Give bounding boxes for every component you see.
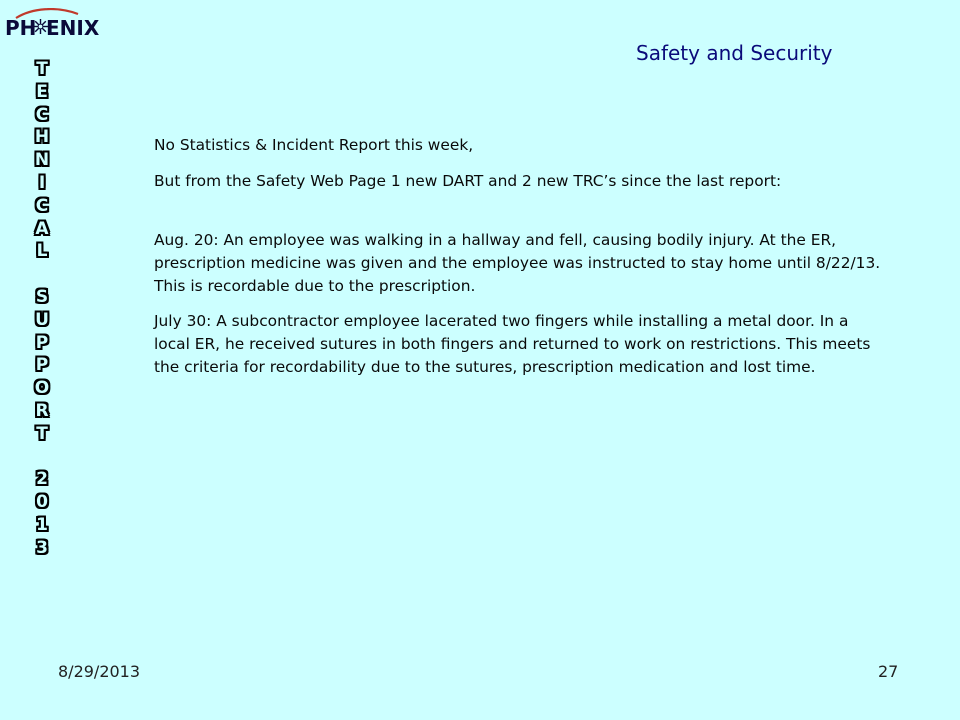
side-title-letter: E [36, 81, 48, 102]
slide-body [154, 134, 884, 379]
side-title-letter: N [34, 150, 50, 171]
slide-number: 27 [878, 662, 899, 681]
side-title-letter: P [35, 355, 49, 376]
side-title-letter: A [35, 218, 49, 239]
side-title-letter: U [35, 309, 49, 330]
side-title-letter: H [34, 127, 50, 148]
summary-line: But from the Safety Web Page 1 new DART and 2 new TRC’s since the last report: [154, 172, 782, 190]
side-title-letter: S [35, 286, 49, 307]
side-title-letter: T [36, 423, 48, 444]
side-title-spacer [22, 446, 62, 469]
incident-paragraph: Aug. 20: An employee was walking in a hallway and fell, causing bodily injury. At the ER, prescription medicine was given and the employee was instructed to stay home until 8/22/13. This is recordable due to the prescription. [154, 231, 881, 295]
logo-text-left: PH [5, 16, 37, 40]
side-title-letter: R [35, 400, 49, 421]
incident-paragraph: July 30: A subcontractor employee lacerated two fingers while installing a metal door. In a local ER, he received sutures in both fingers and returned to work on restrictions. This meets the criteria for recordability due to the sutures, prescription medication and lost time. [154, 312, 871, 376]
side-title-spacer [22, 263, 62, 286]
side-title-letter: I [38, 172, 46, 193]
page-title: Safety and Security [636, 41, 833, 65]
side-title-letter: C [35, 104, 49, 125]
side-title-letter: 3 [36, 537, 48, 558]
no-statistics-line: No Statistics & Incident Report this week, [154, 136, 474, 154]
side-title-letter: C [35, 195, 49, 216]
side-title-letter: 1 [36, 514, 48, 535]
side-title-technical-support-2013 [22, 58, 62, 560]
side-title-letter: 0 [36, 492, 48, 513]
phoenix-logo [4, 8, 100, 48]
side-title-letter: L [36, 241, 48, 262]
footer-date: 8/29/2013 [58, 662, 141, 681]
side-title-letter: P [35, 332, 49, 353]
side-title-letter: T [36, 59, 48, 79]
side-title-letter: O [34, 378, 50, 399]
logo-text-right: ENIX [46, 16, 100, 40]
side-title-letter: 2 [36, 469, 48, 490]
